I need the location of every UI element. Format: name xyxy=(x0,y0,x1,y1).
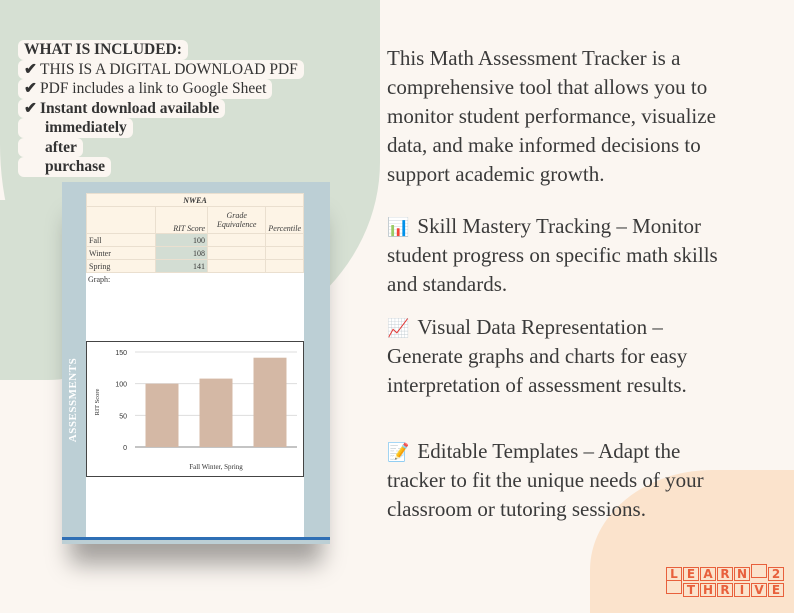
table-title: NWEA xyxy=(87,194,304,207)
logo-letter xyxy=(666,580,682,594)
intro-line: support academic growth. xyxy=(387,162,605,186)
intro-line: This Math Assessment Tracker is a xyxy=(387,46,681,70)
description-text: student progress on specific math skills xyxy=(387,243,718,267)
percentile-cell[interactable] xyxy=(266,260,304,273)
nwea-table xyxy=(86,193,304,273)
y-tick-label: 50 xyxy=(119,413,127,421)
description-line xyxy=(387,466,787,495)
logo-letter: L xyxy=(666,567,682,581)
sheet-sidebar xyxy=(63,357,83,443)
description-text: interpretation of assessment results. xyxy=(387,373,687,397)
check-icon: ✔ xyxy=(24,99,37,117)
logo-letter: A xyxy=(700,567,716,581)
description-text: Skill Mastery Tracking – Monitor xyxy=(417,214,701,238)
rit-cell[interactable]: 108 xyxy=(156,247,208,260)
learn2thrive-logo xyxy=(666,564,788,596)
percentile-cell[interactable] xyxy=(266,234,304,247)
description-text: Editable Templates – Adapt the xyxy=(417,439,681,463)
percentile-cell[interactable] xyxy=(266,247,304,260)
logo-letter: E xyxy=(683,567,699,581)
row-label: Winter xyxy=(87,247,156,260)
bar-spring xyxy=(254,358,287,447)
graph-label: Graph: xyxy=(88,275,111,284)
description-line xyxy=(387,371,787,400)
description-line xyxy=(387,313,787,343)
y-tick-label: 100 xyxy=(115,381,127,389)
included-heading: WHAT IS INCLUDED: xyxy=(18,40,188,60)
description-text: Visual Data Representation – xyxy=(417,315,663,339)
column-header: RIT Score xyxy=(156,207,208,234)
sidebar-label: ASSESSMENTS xyxy=(67,357,79,443)
description-text: Generate graphs and charts for easy xyxy=(387,344,688,368)
included-list xyxy=(18,40,304,177)
sheet-bottom-border xyxy=(62,537,330,540)
rit-cell[interactable]: 141 xyxy=(156,260,208,273)
grade-cell[interactable] xyxy=(208,234,266,247)
included-item: THIS IS A DIGITAL DOWNLOAD PDF xyxy=(40,60,298,78)
spreadsheet-preview xyxy=(62,182,330,544)
description-text: tracker to fit the unique needs of your xyxy=(387,468,704,492)
included-continuation: after xyxy=(18,138,83,158)
included-continuation: immediately xyxy=(18,118,133,138)
included-item: PDF includes a link to Google Sheet xyxy=(40,80,267,97)
description-text: classroom or tutoring sessions. xyxy=(387,497,646,521)
description-line xyxy=(387,270,787,299)
included-continuation: purchase xyxy=(18,157,111,177)
bar-winter xyxy=(200,379,233,447)
table-row xyxy=(87,260,304,273)
bar-fall xyxy=(146,384,179,447)
row-label: Fall xyxy=(87,234,156,247)
rit-cell[interactable]: 100 xyxy=(156,234,208,247)
description-line xyxy=(387,342,787,371)
table-row xyxy=(87,234,304,247)
intro-line: data, and make informed decisions to xyxy=(387,133,701,157)
description-line xyxy=(387,495,787,524)
y-axis-label: RIT Score xyxy=(94,388,101,416)
logo-letter: N xyxy=(734,567,750,581)
logo-letter: E xyxy=(768,583,784,597)
y-tick-label: 0 xyxy=(123,445,127,452)
logo-letter xyxy=(751,564,767,578)
intro-line: comprehensive tool that allows you to xyxy=(387,75,708,99)
chart-svg xyxy=(87,342,302,475)
check-icon: ✔ xyxy=(24,80,37,97)
section-icon: 📝 xyxy=(387,442,410,462)
description-text: and standards. xyxy=(387,272,508,296)
y-tick-label: 150 xyxy=(115,350,127,357)
included-item: Instant download available xyxy=(40,99,220,117)
logo-letter: R xyxy=(717,583,733,597)
description-line xyxy=(387,212,787,242)
section-icon: 📊 xyxy=(387,217,410,237)
grade-cell[interactable] xyxy=(208,247,266,260)
check-icon: ✔ xyxy=(24,60,37,78)
description-line xyxy=(387,437,787,467)
logo-letter: H xyxy=(700,583,716,597)
description-line xyxy=(387,241,787,270)
column-header: Percentile xyxy=(266,207,304,234)
grade-cell[interactable] xyxy=(208,260,266,273)
logo-letter: I xyxy=(734,583,750,597)
table-row xyxy=(87,247,304,260)
logo-letter: 2 xyxy=(768,567,784,581)
sheet-page xyxy=(86,193,304,537)
rit-chart xyxy=(86,341,304,477)
x-axis-label: Fall Winter, Spring xyxy=(189,463,243,471)
logo-letter: T xyxy=(683,583,699,597)
logo-letter: V xyxy=(751,583,767,597)
logo-letter: R xyxy=(717,567,733,581)
row-label: Spring xyxy=(87,260,156,273)
column-header: Grade Equivalence xyxy=(208,207,266,234)
intro-line: monitor student performance, visualize xyxy=(387,104,716,128)
section-icon: 📈 xyxy=(387,318,410,338)
